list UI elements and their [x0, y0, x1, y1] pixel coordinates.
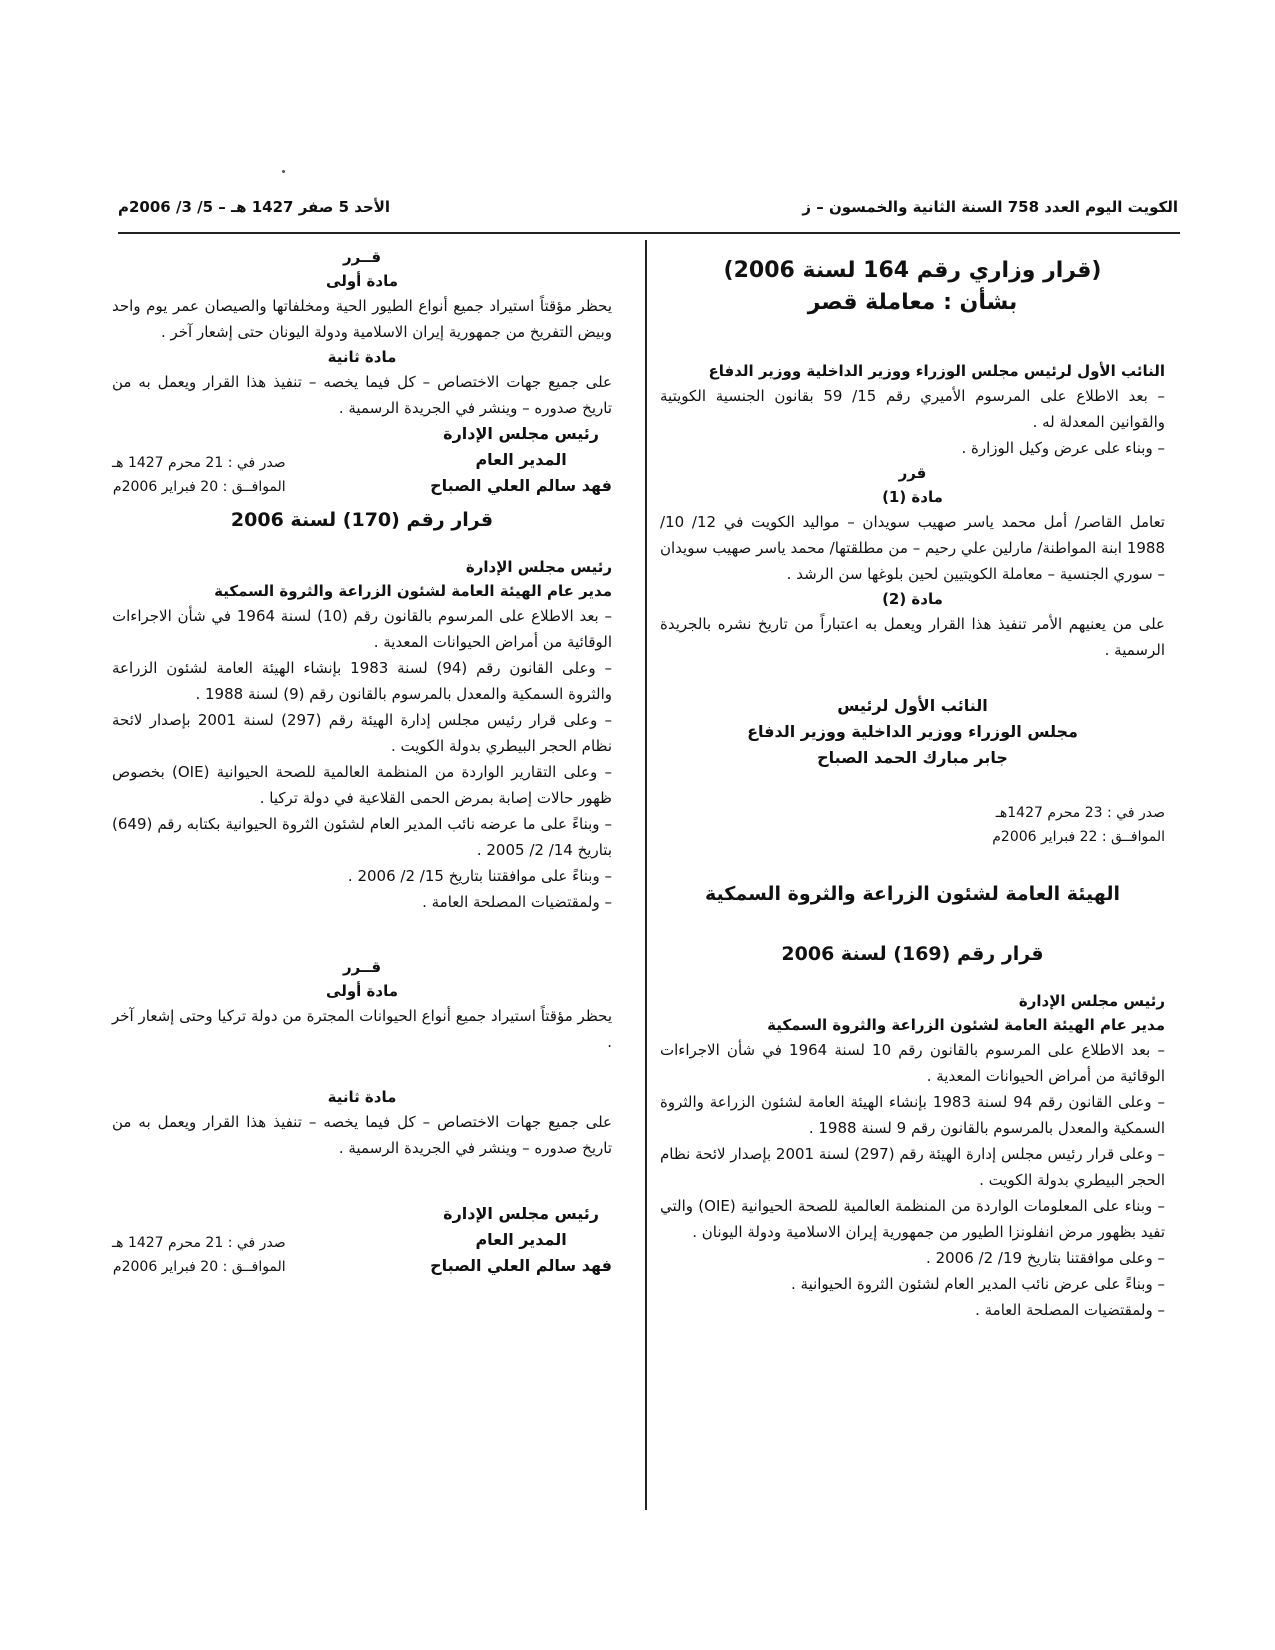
- decree-170-issuer-b: مدير عام الهيئة العامة لشئون الزراعة والثروة السمكية: [214, 582, 612, 600]
- header-divider: [118, 232, 1180, 234]
- signatory-name: فهد سالم العلي الصباح: [430, 476, 612, 495]
- decree-170-issuer-a: رئيس مجلس الإدارة: [465, 558, 612, 576]
- decree-169-preamble-7: – ولمقتضيات المصلحة العامة .: [975, 1301, 1165, 1319]
- decree-164-article-1-heading: مادة (1): [882, 488, 943, 506]
- decree-170-article-2-text: على جميع جهات الاختصاص – كل فيما يخصه – تنفيذ هذا القرار ويعمل به من تاريخ صدوره – وينشر في الجريدة الرسمية .: [112, 1113, 612, 1157]
- decree-170-article-1-heading: مادة أولى: [326, 982, 398, 1000]
- decree-170-title: قرار رقم (170) لسنة 2006: [230, 509, 494, 531]
- decree-169-title: قرار رقم (169) لسنة 2006: [781, 943, 1044, 965]
- decree-169-article-1-heading: مادة أولى: [326, 272, 398, 290]
- decree-164-corresponding-date: الموافــق : 22 فبراير 2006م: [992, 829, 1165, 845]
- authority-heading: الهيئة العامة لشئون الزراعة والثروة السمكية: [705, 883, 1120, 905]
- decree-169-issued-date: صدر في : 21 محرم 1427 هـ: [112, 455, 286, 471]
- decree-170-corresponding-date: الموافــق : 20 فبراير 2006م: [112, 1259, 286, 1275]
- decree-169-issuer-b: مدير عام الهيئة العامة لشئون الزراعة والثروة السمكية: [767, 1016, 1165, 1034]
- signatory-title-2: المدير العام: [475, 450, 567, 469]
- signatory-title-1: رئيس مجلس الإدارة: [443, 1204, 599, 1223]
- left-column: [112, 245, 612, 1279]
- decree-169-preamble-3: – وعلى قرار رئيس مجلس إدارة الهيئة رقم (297) لسنة 2001 بإصدار لائحة نظام الحجر البيطري بدولة الكويت .: [660, 1145, 1165, 1189]
- decree-164-article-1-text: تعامل القاصر/ أمل محمد ياسر صهيب سويدان – مواليد الكويت في 12/ 10/ 1988 ابنة المواطنة/ مارلين علي رحيم – من مطلقتها/ محمد ياسر صهيب سويدان – سوري الجنسية – معاملة الكويتيين لحين بلوغها سن الرشد .: [660, 513, 1165, 583]
- right-column: [660, 255, 1165, 1323]
- column-divider: [645, 240, 647, 1510]
- decree-169-decision: قــرر: [342, 248, 382, 266]
- scan-speck: [282, 170, 285, 173]
- decree-170-preamble-5: – وبناءً على ما عرضه نائب المدير العام لشئون الثروة الحيوانية بكتابه رقم (649) بتاريخ 14/ 2/ 2005 .: [112, 815, 612, 859]
- decree-169-preamble-4: – وبناء على المعلومات الواردة من المنظمة العالمية للصحة الحيوانية (OIE) والتي تفيد بظهور مرض انفلونزا الطيور من جمهورية إيران الاسلامية ودولة اليونان .: [660, 1197, 1165, 1241]
- decree-164-subject: بشأن : معاملة قصر: [807, 290, 1018, 315]
- decree-170-decision: قــرر: [342, 958, 382, 976]
- decree-170-article-1-text: يحظر مؤقتاً استيراد جميع أنواع الحيوانات المجترة من دولة تركيا وحتى إشعار آخر .: [112, 1007, 612, 1051]
- signatory-title-1: النائب الأول لرئيس: [837, 696, 988, 715]
- signatory-name: جابر مبارك الحمد الصباح: [817, 748, 1008, 767]
- signatory-title-2: المدير العام: [475, 1230, 567, 1249]
- decree-170-preamble-1: – بعد الاطلاع على المرسوم بالقانون رقم (10) لسنة 1964 في شأن الاجراءات الوقائية من أمراض الحيوانات المعدية .: [112, 607, 612, 651]
- header-issue-info: الكويت اليوم العدد 758 السنة الثانية والخمسون – ز: [802, 198, 1178, 216]
- decree-170-preamble-3: – وعلى قرار رئيس مجلس إدارة الهيئة رقم (297) لسنة 2001 بإصدار لائحة نظام الحجر البيطري بدولة الكويت .: [112, 711, 612, 755]
- decree-170-issued-date: صدر في : 21 محرم 1427 هـ: [112, 1235, 286, 1251]
- signatory-name: فهد سالم العلي الصباح: [430, 1256, 612, 1275]
- header-date: الأحد 5 صفر 1427 هـ – 5/ 3/ 2006م: [118, 198, 391, 216]
- decree-164-title: (قرار وزاري رقم 164 لسنة 2006): [723, 258, 1102, 283]
- decree-169-signature: [430, 421, 612, 499]
- decree-164-decision: قرر: [898, 464, 927, 482]
- decree-170-preamble-7: – ولمقتضيات المصلحة العامة .: [422, 893, 612, 911]
- decree-169-signature-row: [112, 421, 612, 499]
- decree-169-dates: [112, 451, 286, 499]
- decree-169-preamble-5: – وعلى موافقتنا بتاريخ 19/ 2/ 2006 .: [926, 1249, 1165, 1267]
- decree-170-preamble-2: – وعلى القانون رقم (94) لسنة 1983 بإنشاء الهيئة العامة لشئون الزراعة والثروة السمكية والمعدل بالمرسوم بالقانون رقم (9) لسنة 1988 .: [112, 659, 612, 703]
- decree-169-issuer-a: رئيس مجلس الإدارة: [1018, 992, 1165, 1010]
- decree-164-article-2-text: على من يعنيهم الأمر تنفيذ هذا القرار ويعمل به اعتباراً من تاريخ نشره بالجريدة الرسمية .: [660, 615, 1165, 659]
- decree-170-signature: [430, 1201, 612, 1279]
- decree-164-article-2-heading: مادة (2): [882, 590, 943, 608]
- signatory-title-2: مجلس الوزراء ووزير الداخلية ووزير الدفاع: [747, 722, 1078, 741]
- page-header: [118, 198, 1178, 224]
- decree-164-preamble-1: – بعد الاطلاع على المرسوم الأميري رقم 15/ 59 بقانون الجنسية الكويتية والقوانين المعدلة له .: [660, 387, 1165, 431]
- decree-170-preamble-4: – وعلى التقارير الواردة من المنظمة العالمية للصحة الحيوانية (OIE) بخصوص ظهور حالات إصابة بمرض الحمى القلاعية في دولة تركيا .: [112, 763, 612, 807]
- decree-170-dates: [112, 1231, 286, 1279]
- decree-170-signature-row: [112, 1201, 612, 1279]
- decree-164-preamble-2: – وبناء على عرض وكيل الوزارة .: [961, 439, 1165, 457]
- decree-169-article-2-heading: مادة ثانية: [327, 348, 397, 366]
- decree-169-preamble-6: – وبناءً على عرض نائب المدير العام لشئون الثروة الحيوانية .: [790, 1275, 1165, 1293]
- decree-164-issued-date: صدر في : 23 محرم 1427هـ: [995, 805, 1165, 821]
- decree-170-preamble-6: – وبناءً على موافقتنا بتاريخ 15/ 2/ 2006 .: [347, 867, 612, 885]
- decree-169-article-2-text: على جميع جهات الاختصاص – كل فيما يخصه – تنفيذ هذا القرار ويعمل به من تاريخ صدوره – وينشر في الجريدة الرسمية .: [112, 373, 612, 417]
- decree-170-article-2-heading: مادة ثانية: [327, 1088, 397, 1106]
- decree-164-issuer: النائب الأول لرئيس مجلس الوزراء ووزير الداخلية ووزير الدفاع: [708, 362, 1165, 380]
- decree-169-preamble-1: – بعد الاطلاع على المرسوم بالقانون رقم 10 لسنة 1964 في شأن الاجراءات الوقائية من أمراض الحيوانات المعدية .: [660, 1041, 1165, 1085]
- decree-169-article-1-text: يحظر مؤقتاً استيراد جميع أنواع الطيور الحية ومخلفاتها والصيصان عمر يوم واحد وبيض التفريخ من جمهورية إيران الاسلامية ودولة اليونان حتى إشعار آخر .: [112, 297, 612, 341]
- signatory-title-1: رئيس مجلس الإدارة: [443, 424, 599, 443]
- decree-169-corresponding-date: الموافــق : 20 فبراير 2006م: [112, 479, 286, 495]
- decree-169-preamble-2: – وعلى القانون رقم 94 لسنة 1983 بإنشاء الهيئة العامة لشئون الزراعة والثروة السمكية والمعدل بالمرسوم بالقانون رقم 9 لسنة 1988 .: [660, 1093, 1166, 1137]
- decree-164-signature: [660, 693, 1165, 771]
